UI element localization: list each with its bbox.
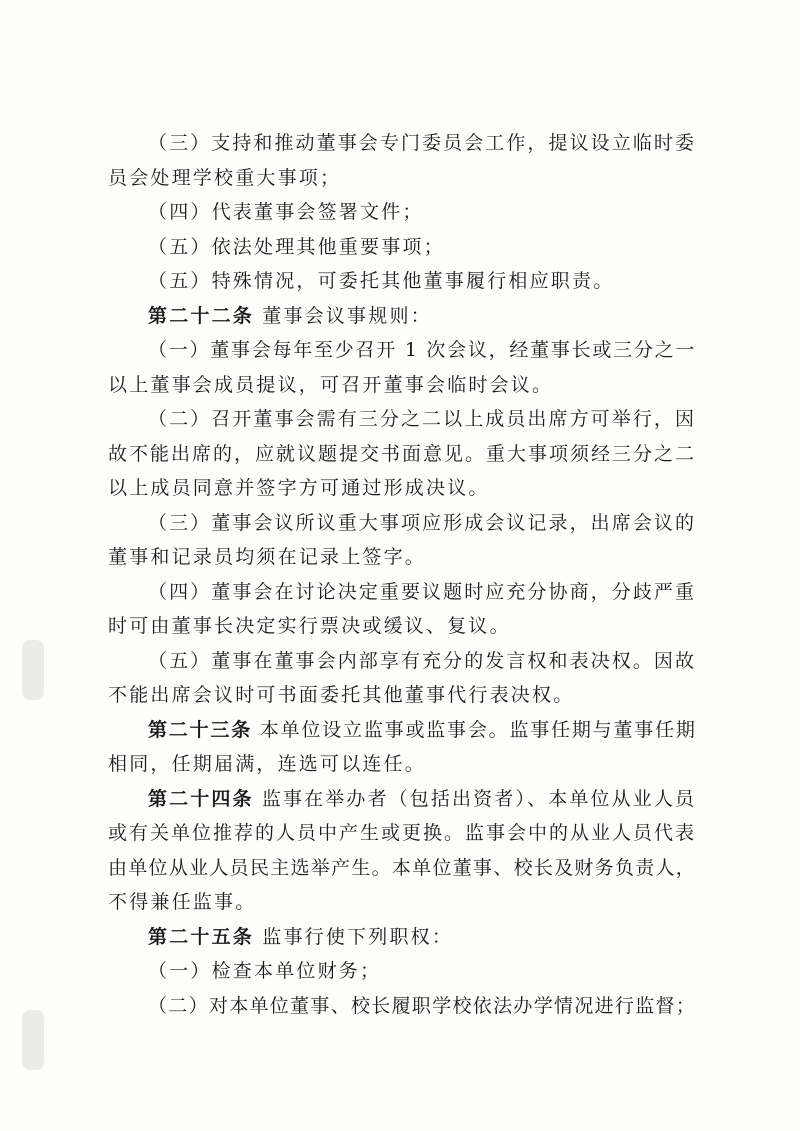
text-line [108, 747, 696, 782]
scan-artifact [22, 640, 44, 700]
scan-artifact [22, 1010, 44, 1070]
line-text: （五）特殊情况，可委托其他董事履行相应职责。 [148, 270, 615, 292]
line-text: 本单位设立监事或监事会。监事任期与董事任期 [252, 718, 697, 741]
text-line [108, 126, 696, 161]
document-body [108, 126, 696, 1023]
text-line [108, 954, 696, 989]
line-text: 监事行使下列职权： [254, 925, 454, 948]
line-text: （一）检查本单位财务； [148, 960, 382, 982]
line-text: 董事会议事规则： [254, 304, 432, 327]
line-text: 员会处理学校重大事项； [108, 166, 342, 189]
text-line [108, 333, 696, 368]
text-line [108, 920, 696, 955]
text-line [108, 471, 696, 506]
text-line [108, 609, 696, 644]
text-line [108, 540, 696, 575]
text-line [108, 437, 696, 472]
text-line [108, 368, 696, 403]
text-line [108, 402, 696, 437]
line-text: （四）董事会在讨论决定重要议题时应充分协商，分歧严重 [148, 580, 696, 603]
text-line [108, 195, 696, 230]
line-text: （四）代表董事会签署文件； [148, 201, 424, 223]
line-text: 时可由董事长决定实行票决或缓议、复议。 [108, 615, 511, 637]
line-text: 董事和记录员均须在记录上签字。 [108, 546, 427, 568]
article-heading: 第二十五条 [148, 925, 255, 948]
text-line [108, 644, 696, 679]
article-heading: 第二十四条 [148, 787, 254, 810]
text-line [108, 989, 696, 1024]
text-line [108, 851, 696, 886]
text-line [108, 713, 696, 748]
line-text: （二）召开董事会需有三分之二以上成员出席方可举行，因 [148, 408, 696, 430]
article-heading: 第二十二条 [148, 304, 255, 327]
line-text: 以上成员同意并签字方可通过形成决议。 [108, 477, 490, 499]
text-line [108, 264, 696, 299]
line-text: 不得兼任监事。 [108, 891, 257, 913]
line-text: 故不能出席的，应就议题提交书面意见。重大事项须经三分之二 [108, 442, 697, 465]
line-text: （三）支持和推动董事会专门委员会工作，提议设立临时委 [148, 132, 696, 154]
line-text: 不能出席会议时可书面委托其他董事代行表决权。 [108, 684, 575, 706]
text-line [108, 885, 696, 920]
line-text: （一）董事会每年至少召开 1 次会议，经董事长或三分之一 [148, 339, 696, 361]
text-line [108, 506, 696, 541]
text-line [108, 575, 696, 610]
line-text: （三）董事会议所议重大事项应形成会议记录，出席会议的 [148, 511, 696, 534]
line-text: （五）董事在董事会内部享有充分的发言权和表决权。因故 [148, 649, 696, 672]
line-text: 相同，任期届满，连选可以连任。 [108, 753, 427, 775]
text-line [108, 299, 696, 334]
article-heading: 第二十三条 [148, 718, 253, 741]
line-text: 或有关单位推荐的人员中产生或更换。监事会中的从业人员代表 [108, 822, 697, 844]
line-text: 以上董事会成员提议，可召开董事会临时会议。 [108, 373, 554, 396]
text-line [108, 230, 696, 265]
text-line [108, 678, 696, 713]
line-text: 监事在举办者（包括出资者）、本单位从业人员 [253, 787, 696, 810]
text-line [108, 816, 696, 851]
line-text: （五）依法处理其他重要事项； [148, 235, 445, 258]
line-text: 由单位从业人员民主选举产生。本单位董事、校长及财务负责人， [108, 856, 696, 879]
text-line [108, 161, 696, 196]
text-line [108, 782, 696, 817]
line-text: （二）对本单位董事、校长履职学校依法办学情况进行监督； [148, 994, 696, 1017]
